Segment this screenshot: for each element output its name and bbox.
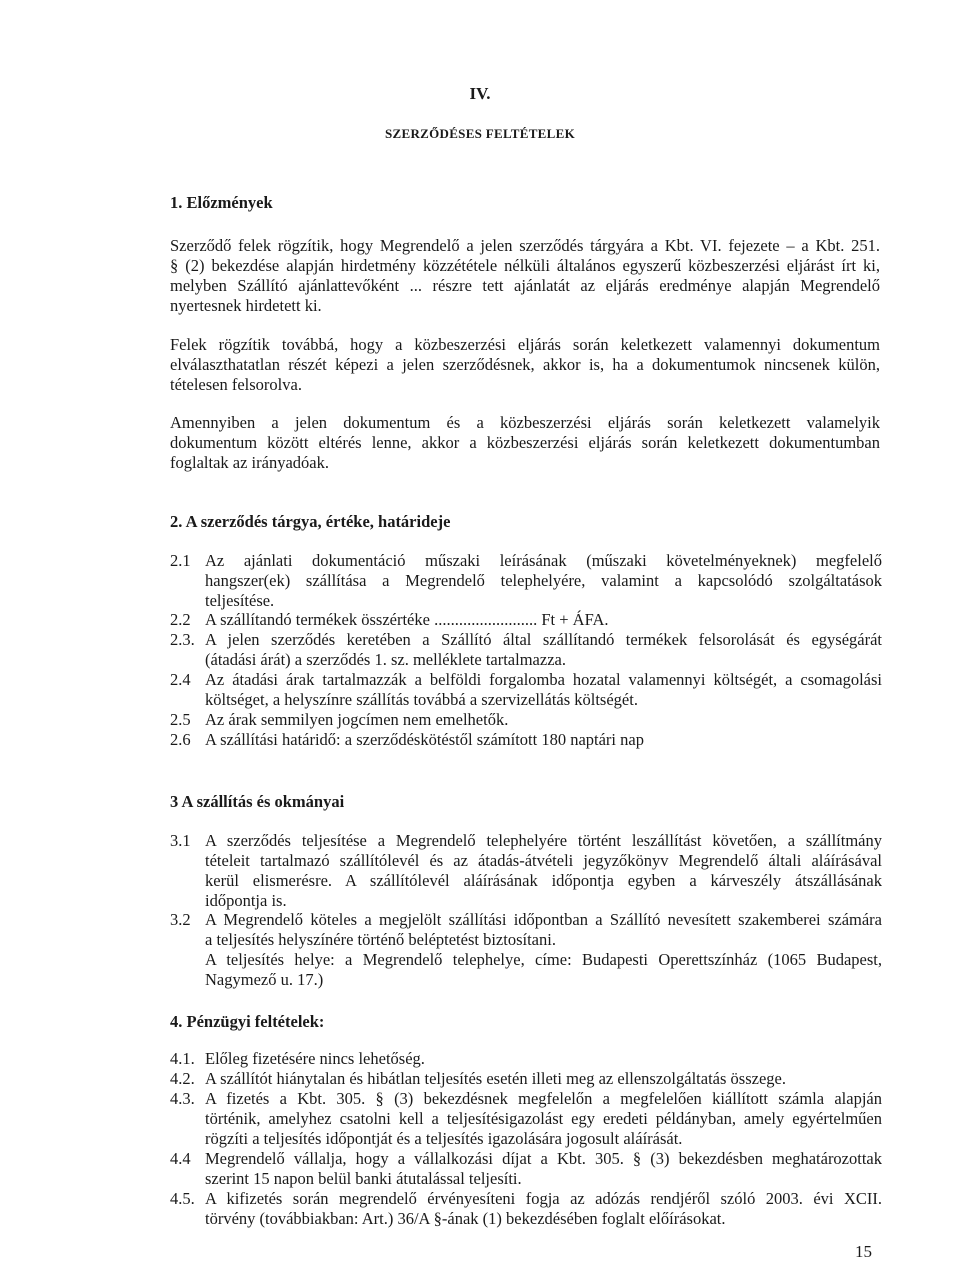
text-line: tételesen felsorolva.	[170, 375, 302, 394]
text-line: A szállítót hiánytalan és hibátlan teljesítés esetén illeti meg az ellenszolgáltatás összege.	[205, 1069, 786, 1088]
text-line: Megrendelő vállalja, hogy a vállalkozási díjat a Kbt. 305. § (3) bekezdésben meghatározottak	[205, 1149, 882, 1168]
clause-number: 2.5	[170, 710, 191, 729]
chapter-title: SZERZŐDÉSES FELTÉTELEK	[384, 126, 575, 141]
text-line: foglaltak az irányadóak.	[170, 453, 329, 472]
section-1-paragraph-1	[170, 236, 880, 316]
clause-number: 4.4	[170, 1149, 191, 1168]
text-line: költséget, a helyszínre szállítás továbbá a szervizellátás költségét.	[205, 690, 638, 709]
text-line: Felek rögzítik továbbá, hogy a közbeszerzési eljárás során keletkezett valamennyi dokumentum	[170, 335, 880, 354]
text-line: rögzíti a teljesítés időpontját és a teljesítés igazolására jogosult aláírását.	[205, 1129, 683, 1148]
text-line: A Megrendelő köteles a megjelölt szállítási időpontban a Szállító nevesített szakemberei számára	[205, 910, 882, 929]
clause-number: 2.4	[170, 670, 191, 689]
text-line: hangszer(ek) szállítása a Megrendelő telephelyére, valamint a kapcsolódó szolgáltatások	[205, 571, 882, 590]
clause-number: 2.2	[170, 610, 191, 629]
text-line: tételeit tartalmazó szállítólevél és az átadás-átvételi jegyzőkönyv Megrendelő általi aláírásával	[205, 851, 882, 870]
text-line: (átadási árát) a szerződés 1. sz. melléklete tartalmazza.	[205, 650, 566, 669]
clause-number: 3.2	[170, 910, 191, 929]
text-line: kerül elismerésre. A szállítólevél aláírásának időpontja egyben a kárveszély átszállásának	[205, 871, 882, 890]
text-line: teljesítése.	[205, 591, 275, 610]
section-3-heading: 3 A szállítás és okmányai	[170, 792, 345, 811]
clause-number: 4.2.	[170, 1069, 195, 1088]
text-line: a teljesítés helyszínére történő beléptetést biztosítani.	[205, 930, 556, 949]
text-line: Előleg fizetésére nincs lehetőség.	[205, 1049, 425, 1068]
text-line: időpontja is.	[205, 891, 287, 910]
text-line: történik, amelyhez csatolni kell a teljesítésigazolást egy eredeti példányban, amely egyértelműen	[205, 1109, 882, 1128]
section-1-paragraph-2	[170, 335, 880, 395]
text-line: A szállítási határidő: a szerződéskötéstől számított 180 naptári nap	[205, 730, 644, 749]
text-line: Szerződő felek rögzítik, hogy Megrendelő a jelen szerződés tárgyára a Kbt. VI. fejezete – a Kbt. 251.	[170, 236, 880, 255]
text-line: A szállítandó termékek összértéke ......................... Ft + ÁFA.	[205, 610, 609, 629]
clause-number: 2.3.	[170, 630, 195, 649]
clause-number: 4.5.	[170, 1189, 195, 1208]
text-line: Az ajánlati dokumentáció műszaki leírásának (műszaki követelményeknek) megfelelő	[205, 551, 882, 570]
text-line: § (2) bekezdése alapján hirdetmény közzététele nélküli általános egyszerű közbeszerzési eljárást írt ki,	[170, 256, 880, 275]
text-line: melyben Szállító ajánlattevőként ... részre tett ajánlatát az eljárás eredménye alapján Megrendelő	[170, 276, 880, 295]
clause-number: 3.1	[170, 831, 191, 850]
text-line: A teljesítés helye: a Megrendelő telephelye, címe: Budapesti Operettszínház (1065 Budapest,	[205, 950, 882, 969]
text-line: A jelen szerződés keretében a Szállító által szállítandó termékek felsorolását és egységárát	[205, 630, 882, 649]
clause-number: 2.1	[170, 551, 191, 570]
text-line: A szerződés teljesítése a Megrendelő telephelyére történt leszállítást követően, a szállítmány	[205, 831, 882, 850]
section-2-heading: 2. A szerződés tárgya, értéke, határideje	[170, 512, 451, 531]
text-line: elválaszthatatlan részét képezi a jelen szerződésnek, akkor is, ha a dokumentumok nincsenek külön,	[170, 355, 880, 374]
text-line: Amennyiben a jelen dokumentum és a közbeszerzési eljárás során keletkezett valamelyik	[170, 413, 880, 432]
clause-number: 4.3.	[170, 1089, 195, 1108]
text-line: törvény (továbbiakban: Art.) 36/A §-ának (1) bekezdésében foglalt előírásokat.	[205, 1209, 726, 1228]
text-line: dokumentum között eltérés lenne, akkor a közbeszerzési eljárás során keletkezett dokumentumban	[170, 433, 880, 452]
section-1-heading: 1. Előzmények	[170, 193, 273, 212]
clause-number: 4.1.	[170, 1049, 195, 1068]
text-line: nyertesnek hirdetett ki.	[170, 296, 322, 315]
text-line: szerint 15 napon belül banki átutalással teljesíti.	[205, 1169, 522, 1188]
text-line: Az árak semmilyen jogcímen nem emelhetők.	[205, 710, 509, 729]
text-line: Nagymező u. 17.)	[205, 970, 324, 989]
page-number: 15	[855, 1242, 872, 1261]
section-4-heading: 4. Pénzügyi feltételek:	[170, 1012, 325, 1031]
text-line: A kifizetés során megrendelő érvényesíteni fogja az adózás rendjéről szóló 2003. évi XCII.	[205, 1189, 882, 1208]
chapter-number: IV.	[469, 84, 491, 103]
text-line: Az átadási árak tartalmazzák a belföldi forgalomba hozatal valamennyi költségét, a csomagolási	[205, 670, 882, 689]
section-1-paragraph-3	[170, 413, 880, 473]
text-line: A fizetés a Kbt. 305. § (3) bekezdésnek megfelelőn a megfelelően kiállított számla alapján	[205, 1089, 882, 1108]
clause-number: 2.6	[170, 730, 191, 749]
